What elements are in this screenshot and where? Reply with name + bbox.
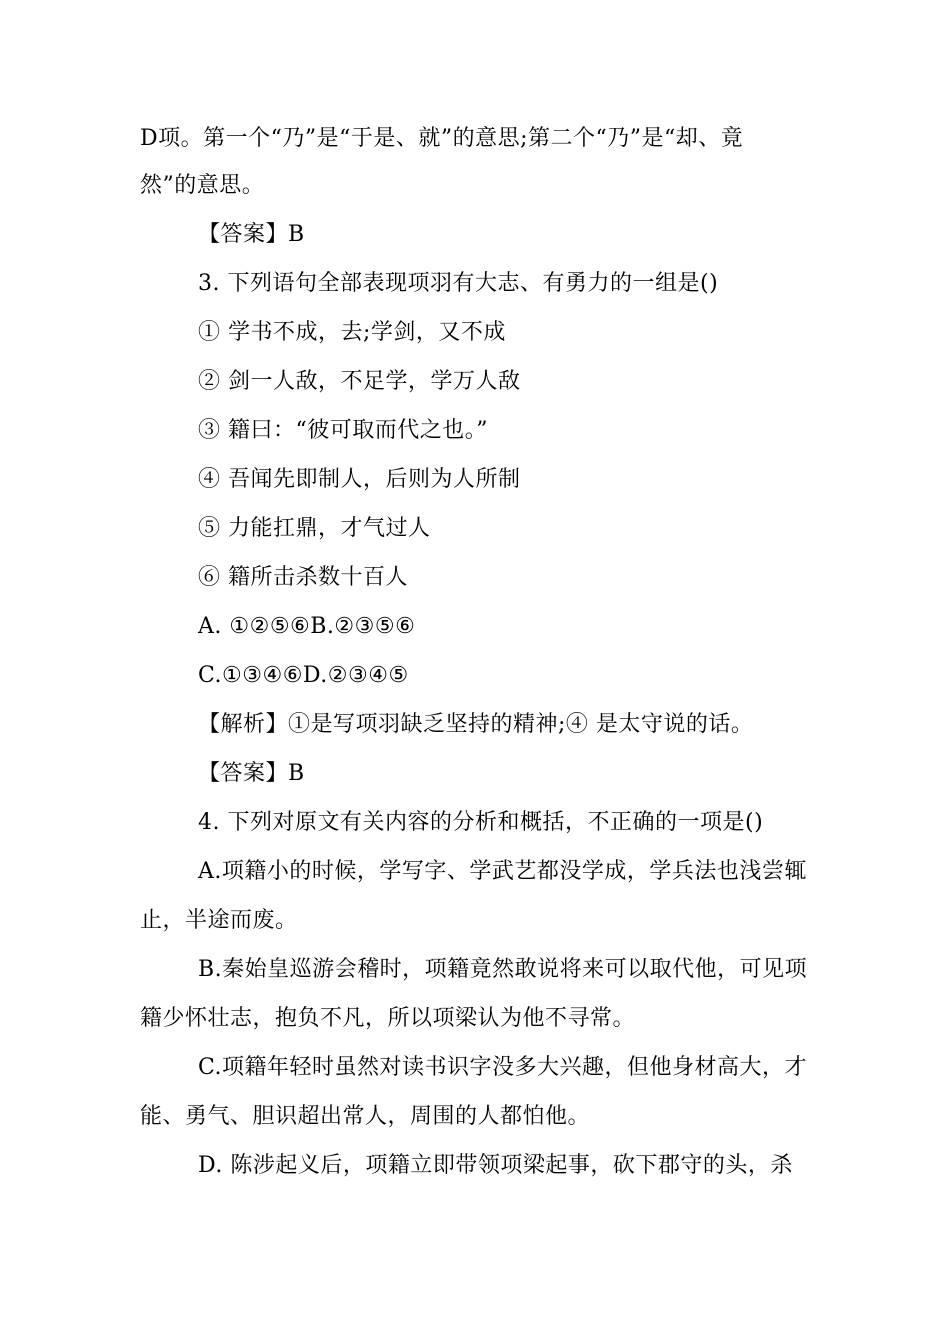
option-5: ⑤ 力能扛鼎，才气过人 xyxy=(198,516,431,541)
choice-c-line-1: C.项籍年轻时虽然对读书识字没多大兴趣，但他身材高大，才 xyxy=(198,1055,808,1080)
choice-c-line-2: 能、勇气、胆识超出常人，周围的人都怕他。 xyxy=(140,1104,591,1129)
answer-line: 【答案】B xyxy=(198,761,305,786)
option-1: ① 学书不成，去;学剑，又不成 xyxy=(198,320,506,345)
choice-ab: A. ①②⑤⑥B.②③⑤⑥ xyxy=(198,614,416,639)
answer-line: 【答案】B xyxy=(198,222,305,247)
text-line: D项。第一个“乃”是“于是、就”的意思;第二个“乃”是“却、竟 xyxy=(140,126,744,151)
question-3: 3. 下列语句全部表现项羽有大志、有勇力的一组是() xyxy=(198,271,719,296)
option-4: ④ 吾闻先即制人，后则为人所制 xyxy=(198,467,521,492)
choice-a-line-2: 止，半途而废。 xyxy=(140,908,298,933)
choice-a-line-1: A.项籍小的时候，学写字、学武艺都没学成，学兵法也浅尝辄 xyxy=(198,859,807,884)
option-3: ③ 籍曰：“彼可取而代之也。” xyxy=(198,418,488,443)
question-4: 4. 下列对原文有关内容的分析和概括，不正确的一项是() xyxy=(198,810,764,835)
choice-b-line-2: 籍少怀壮志，抱负不凡，所以项梁认为他不寻常。 xyxy=(140,1006,636,1031)
text-line: 然”的意思。 xyxy=(140,173,265,198)
option-2: ② 剑一人敌，不足学，学万人敌 xyxy=(198,369,521,394)
choice-d-line-1: D. 陈涉起义后，项籍立即带领项梁起事，砍下郡守的头，杀 xyxy=(198,1153,793,1178)
choice-b-line-1: B.秦始皇巡游会稽时，项籍竟然敢说将来可以取代他，可见项 xyxy=(198,957,808,982)
option-6: ⑥ 籍所击杀数十百人 xyxy=(198,565,408,590)
analysis-line: 【解析】①是写项羽缺乏坚持的精神;④ 是太守说的话。 xyxy=(198,712,754,737)
choice-cd: C.①③④⑥D.②③④⑤ xyxy=(198,663,409,688)
